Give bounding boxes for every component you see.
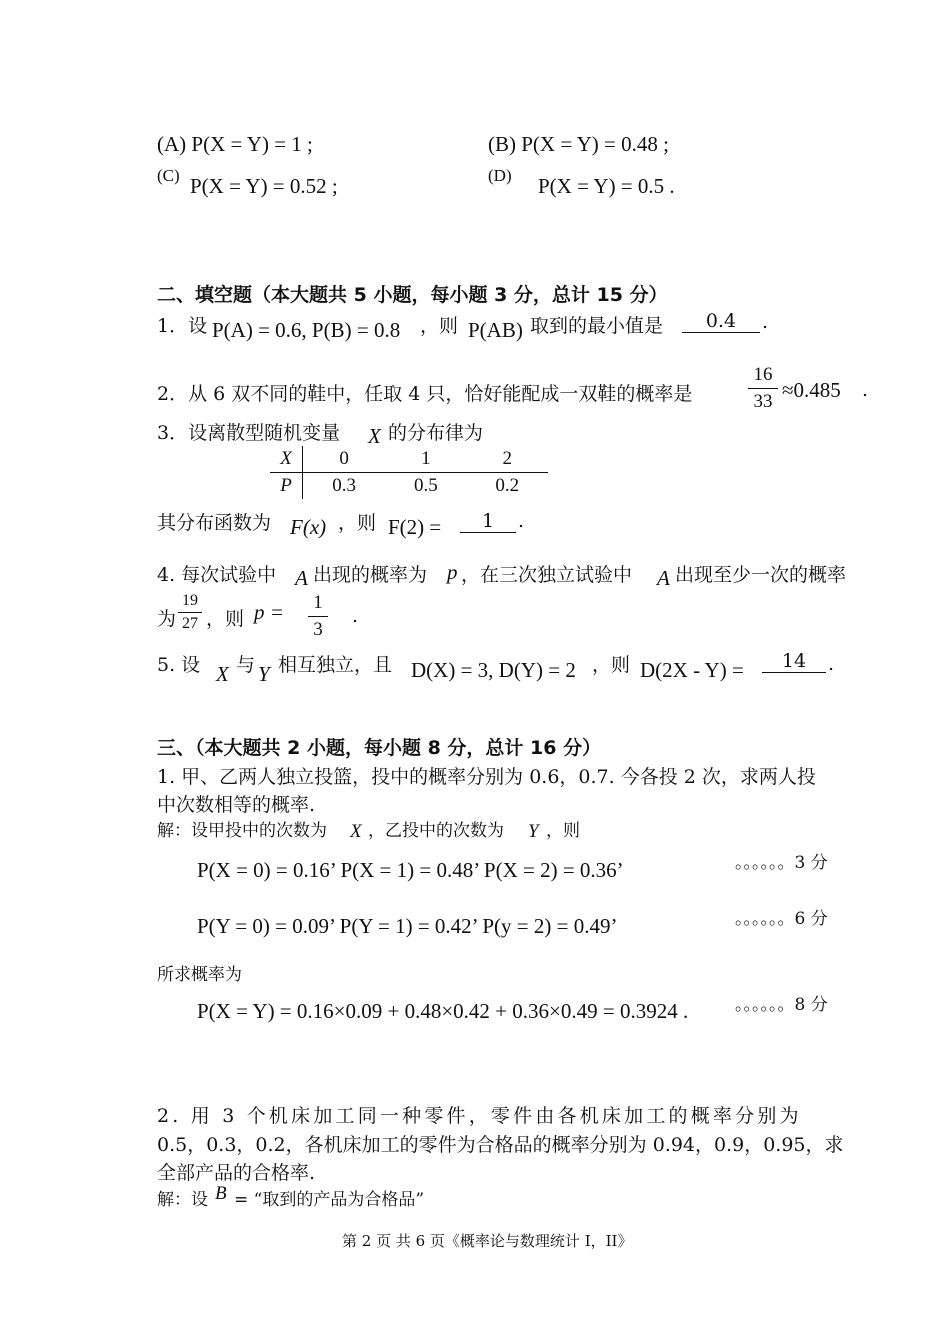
q5-y: Y xyxy=(258,662,270,686)
equation-final: P(X = Y) = 0.16×0.09 + 0.48×0.42 + 0.36×0.49 = 0.3924 . xyxy=(197,999,689,1023)
q4-denominator: 27 xyxy=(182,615,198,632)
q1-mid: ，则 xyxy=(420,315,459,337)
table-cell: 0.2 xyxy=(495,475,520,496)
problem2-line3: 全部产品的合格率. xyxy=(157,1162,316,1184)
table-cell: 2 xyxy=(502,448,513,469)
q4-line1-c: ，在三次独立试验中 xyxy=(461,564,633,586)
q4-p2: p = xyxy=(254,600,284,624)
solution1-a: 解：设甲投中的次数为 xyxy=(157,821,327,841)
section3-heading: 三、（本大题共 2 小题，每小题 8 分，总计 16 分） xyxy=(157,737,602,759)
section2-heading: 二、填空题（本大题共 5 小题，每小题 3 分，总计 15 分） xyxy=(157,284,668,306)
q3-mid: ，则 xyxy=(338,512,377,534)
q5-mid: 相互独立，且 xyxy=(278,654,393,676)
q1-answer-blank: 0.4 xyxy=(682,311,760,333)
q3-fx: F(x) xyxy=(290,515,327,539)
q1-suffix: 取到的最小值是 xyxy=(530,315,664,337)
solution1-b: ，乙投中的次数为 xyxy=(368,821,504,841)
q4-end: . xyxy=(352,605,359,627)
score-3: 。。。。。。3 分 xyxy=(735,853,828,873)
q5-and: 与 xyxy=(236,654,256,676)
q1-end: . xyxy=(762,311,769,333)
q1-expr: P(A) = 0.6, P(B) = 0.8 xyxy=(212,318,401,342)
q5-x: X xyxy=(216,662,229,686)
q4-answer-denominator: 3 xyxy=(313,619,323,640)
q4-numerator: 19 xyxy=(182,592,198,609)
q3-suffix: 的分布律为 xyxy=(388,422,484,444)
q4-fraction xyxy=(178,592,202,633)
table-row-label-p: P xyxy=(270,473,303,500)
q3-answer-blank: 1 xyxy=(460,511,516,533)
solution1-c: ，则 xyxy=(546,821,580,841)
q1-prefix: 1．设 xyxy=(157,315,208,337)
choice-d-label: (D) xyxy=(488,166,512,185)
q3-end: . xyxy=(518,510,525,532)
equation-y-distribution: P(Y = 0) = 0.09’ P(Y = 1) = 0.42’ P(y = 2) = 0.49’ xyxy=(197,914,618,938)
q4-line1-b: 出现的概率为 xyxy=(313,564,428,586)
table-row-label-x: X xyxy=(270,446,303,473)
solution1-y: Y xyxy=(528,821,539,842)
q4-answer-fraction xyxy=(308,592,328,641)
q2-denominator: 33 xyxy=(753,391,773,412)
problem2-line1: 2. 用 3 个机床加工同一种零件，零件由各机床加工的概率分别为 xyxy=(157,1105,802,1127)
q4-line2-prefix: 为 xyxy=(157,608,177,630)
q2-numerator: 16 xyxy=(753,364,773,385)
table-cell: 1 xyxy=(421,448,431,469)
q4-a1: A xyxy=(295,566,308,590)
table-cell: 0 xyxy=(339,448,349,469)
q5-then: ，则 xyxy=(592,654,631,676)
q4-mid: ，则 xyxy=(206,608,245,630)
q4-line1-d: 出现至少一次的概率 xyxy=(675,564,847,586)
q3-prefix: 3．设离散型随机变量 xyxy=(157,422,341,444)
q2-end: . xyxy=(862,379,869,401)
solution1-x: X xyxy=(350,821,362,842)
q2-text: 2．从 6 双不同的鞋中，任取 4 只，恰好能配成一双鞋的概率是 xyxy=(157,383,693,405)
solution2-a: 解：设 xyxy=(157,1190,208,1210)
q5-prefix: 5. 设 xyxy=(157,654,201,676)
q2-fraction xyxy=(748,364,778,413)
problem1-line1: 1. 甲、乙两人独立投篮，投中的概率分别为 0.6，0.7. 今各投 2 次，求两人投 xyxy=(157,766,816,788)
q5-end: . xyxy=(828,653,835,675)
choice-d-expr: P(X = Y) = 0.5 . xyxy=(538,174,675,198)
choice-b: (B) P(X = Y) = 0.48 ; xyxy=(488,132,669,156)
page-footer: 第 2 页 共 6 页《概率论与数理统计 I，II》 xyxy=(342,1232,633,1250)
table-cell: 0.5 xyxy=(414,475,438,496)
score-8: 。。。。。。8 分 xyxy=(735,995,828,1015)
choice-c-label: (C) xyxy=(157,166,180,185)
choice-c-expr: P(X = Y) = 0.52 ; xyxy=(190,174,338,198)
solution2-b-var: B xyxy=(215,1183,227,1204)
q4-a2: A xyxy=(657,566,670,590)
q4-line1-a: 4. 每次试验中 xyxy=(157,564,277,586)
sought-probability-label: 所求概率为 xyxy=(157,965,242,985)
problem2-line2: 0.5，0.3，0.2，各机床加工的零件为合格品的概率分别为 0.94，0.9，0.95，求 xyxy=(157,1134,844,1156)
q3-f2: F(2) = xyxy=(388,515,442,539)
q3-line2-prefix: 其分布函数为 xyxy=(157,512,272,534)
score-6: 。。。。。。6 分 xyxy=(735,909,828,929)
q2-approx: ≈0.485 xyxy=(782,378,841,402)
q1-expr2: P(AB) xyxy=(468,318,523,342)
distribution-table xyxy=(270,446,548,499)
q5-answer-blank: 14 xyxy=(762,651,826,673)
problem1-line2: 中次数相等的概率. xyxy=(157,794,316,816)
choice-a: (A) P(X = Y) = 1 ; xyxy=(157,132,313,156)
q5-expr2: D(2X - Y) = xyxy=(640,658,744,682)
q4-answer-numerator: 1 xyxy=(313,592,323,613)
table-cell: 0.3 xyxy=(332,475,356,496)
q4-p: p xyxy=(447,560,458,584)
q5-expr: D(X) = 3, D(Y) = 2 xyxy=(411,658,576,682)
q3-var: X xyxy=(368,424,381,448)
solution2-definition: = “取到的产品为合格品” xyxy=(234,1190,425,1210)
equation-x-distribution: P(X = 0) = 0.16’ P(X = 1) = 0.48’ P(X = 2) = 0.36’ xyxy=(197,858,624,882)
